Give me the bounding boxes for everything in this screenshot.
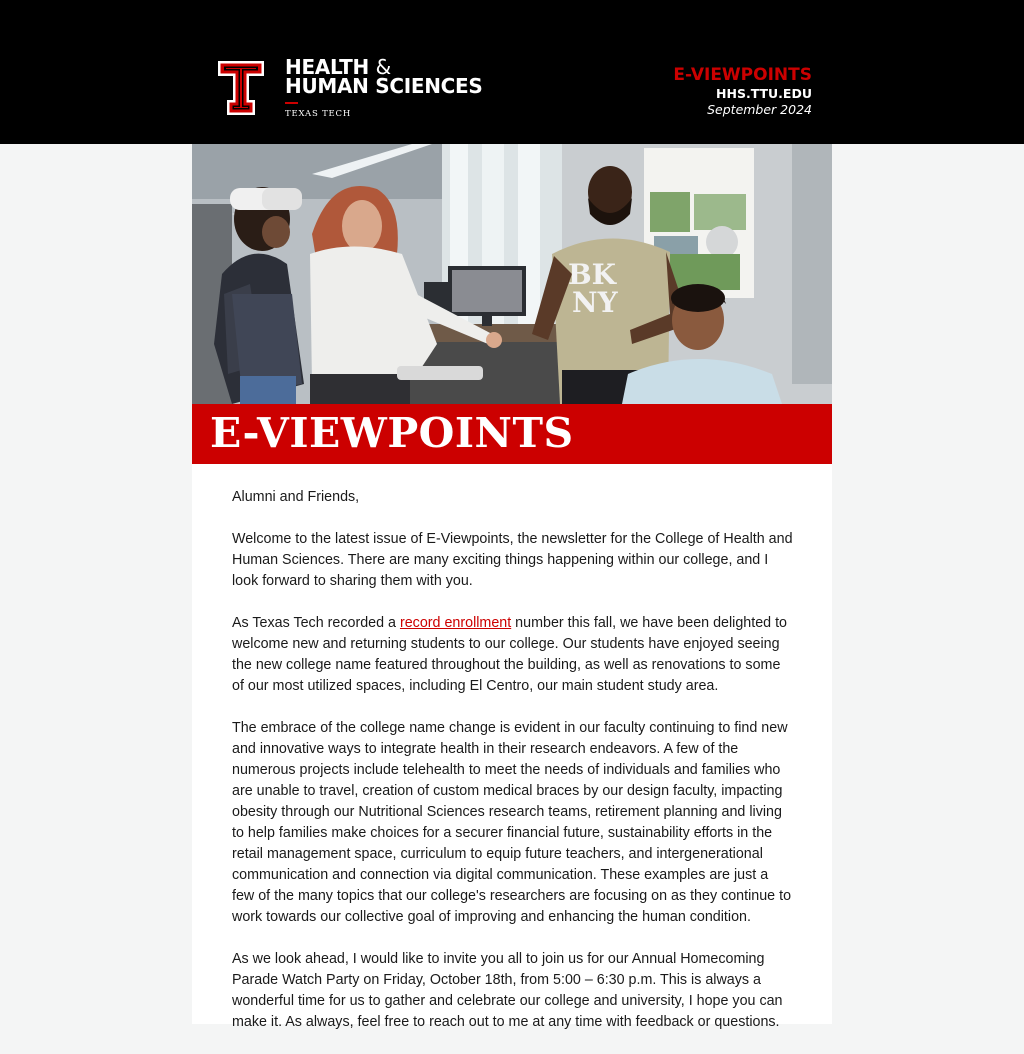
greeting: Alumni and Friends, [232,489,360,505]
paragraph-enrollment-rest: number this fall, we have been delighted to welcome new and returning students to our college. Our students have enjoyed seeing the new college name featured throughout the building, as well as renovations to some of our most utilized spaces, including El Centro, our main student study area. [232,615,787,694]
newsletter-title: E-VIEWPOINTS [673,65,812,85]
paragraph-welcome: Welcome to the latest issue of E-Viewpoints, the newsletter for the College of Health and Human Sciences. There are many exciting things happening within our college, and I look forward to sharing them with you. [232,531,793,589]
issue-date: September 2024 [707,102,812,117]
banner-title: E-VIEWPOINTS [210,409,574,457]
email-header [0,0,1024,144]
hero-photo [192,144,832,404]
letter-body [232,487,794,1054]
paragraph-enrollment [232,613,794,697]
hero-photo-illustration [192,144,832,404]
title-banner [192,404,832,464]
record-enrollment-link[interactable]: record enrollment [399,615,512,631]
brand-subtitle: TEXAS TECH [285,109,352,119]
email-content [192,144,832,1030]
paragraph-research: The embrace of the college name change is evident in our faculty continuing to find new and innovative ways to integrate health in their research endeavors. A few of the numerous projects include telehealth to meet the needs of individuals and families who are unable to travel, creation of custom medical braces by our design faculty, impacting obesity through our Nutritional Sciences research teams, retirement planning and living to help families make choices for a securer financial future, sustainability efforts in the retail management space, curriculum to equip future teachers, and intergenerational communication and connection via digital communication. These examples are just a few of the many topics that our college's researchers are focusing on as they continue to work towards our collective goal of improving and enhancing the human condition. [232,720,792,925]
college-brand [285,55,483,119]
brand-line-2: HUMAN SCIENCES [285,74,483,98]
paragraph-homecoming: As we look ahead, I would like to invite you all to join us for our Annual Homecoming Parade Watch Party on Friday, October 18th, from 5:00 – 6:30 p.m. This is always a wonderful time for us to gather and celebrate our college and university, I hope you can make it. As always, feel free to reach out to me at any time with feedback or questions. [232,951,783,1030]
shirt-print-top: BK [568,258,617,291]
shirt-print-bottom: NY [572,286,618,319]
brand-ampersand: & [375,55,391,79]
brand-red-rule [285,102,298,104]
header-meta [673,65,812,118]
website-link[interactable]: HHS.TTU.EDU [716,86,812,101]
brand-health-text: HEALTH [285,55,369,79]
paragraph-enrollment-lead: As Texas Tech recorded a [232,615,400,631]
texas-tech-double-t-logo[interactable] [217,60,265,116]
